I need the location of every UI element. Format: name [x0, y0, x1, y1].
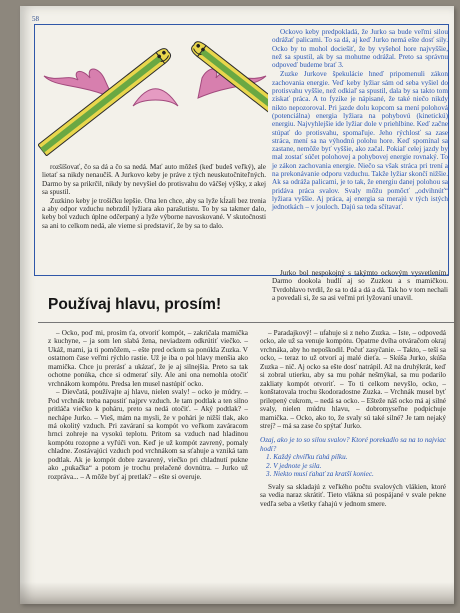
blue-paragraph: Zuzke Jurkove špekulácie hneď pripomenuli zákon zachovania energie. Veď keby lyžiar sám od seba vyšiel do protisvahu vyššie, než odkiaľ sa spustil, dala by sa takto tom získať práca. A to fyzike je nápisané, že také niečo nikdy nikto nepozoroval. Pri jazde dolu kopcom sa mení polohová (potenciálna) energia lyžiara na pohybovú (kinetickú) energiu. Najvyhlejšie ide lyžiar dole v priehlbine. Keď začne stúpať do protisvahu, spomaľuje. Jeho rýchlosť sa zase stráca, mení sa na výhodnú polohu hore. Keď spomínal sa zastane, nemôže byť vyššie, ako začal. Pokiaľ celej jazdy by mal zostať súčet polohovej a pohybovej energie rovnaký. To je zákon zachovania energie. Niečo sa však stráca pri trení a na prekonávanie odporu vzduchu. Takže lyžiar skončí nižšie. Ak sa odráža palicami, je to tak, že energiu danej polohou sa pridáva práca svalov. Svaly môžu pomôcť „odvihnúť“ lyžiara vyššie. Aj práca, aj energia sa merajú v tých istých jednotkách – v jouloch. Dajú sa teda sčítavať.: [272, 70, 448, 212]
paragraph: Jurko bol nespokojný s takýmto ockovým vysvetlením. Darmo dookola hudlí aj so Zuzkou a s mamičkou. Tvrdohlavo tvrdil, že sa to dá a dá a dá. Tak ho v tom nechali a povedali si, že sa asi veľmi pri lyžovaní unavil.: [272, 269, 448, 303]
quiz-option: 1. Každý chvíľku ťahá pílku.: [266, 453, 348, 462]
left-ski: [38, 46, 173, 156]
quiz-option: 2. V jednote je sila.: [266, 461, 322, 470]
skis-illustration: [38, 28, 268, 156]
paragraph: – Paradajkový! – ufahuje si z neho Zuzka. – Iste, – odpovedá ocko, ale už sa venuje kompótu. Opatrne dvíha otváračom okraj vrchnáka, aby ho nepoškodil. Počuť zasyčanie. – Takto, – teší sa ocko, – teraz to už otvorí aj malé dieťa. – Skúša Jurko, skúša Zuzka – nič. Aj ocko sa ešte dosť natrápil. Až na druhýkrát, keď si zobral utierku, aby sa mu pohár nešmýkal, sa mu podarilo zakliaty kompót otvoriť. – To ti celkom nevyšlo, ocko, – konštatovala trochu škodoradostne Zuzka. – Vrchnák musel byť prilepený cukrom, – nedá sa ocko. – Ešteže náš ocko má aj silné svaly, nielen múdru hlavu, – dobromyseľne podpichuje mamička. – Ocko, ako to, že svaly sú také silné? Je tam nejaký strej? – má sa zase čo spýtať Jurko.: [260, 329, 446, 430]
blue-explanation-column: [272, 28, 448, 213]
quiz-options: [260, 453, 446, 478]
paragraph: rozšíšovať, čo sa dá a čo sa nedá. Mať auto môžeš (keď budeš veľký), ale lietať sa nikdy nenaučíš. A Jurkovo keby je práve z tých neuskutočniteľných. Darmo by sa prikrčil, nikdy by nevyšiel do protisvahu do väčšej výšky, z akej sa spustil.: [42, 163, 266, 197]
article-left-column: [48, 329, 248, 481]
article-title: Používaj hlavu, prosím!: [48, 296, 222, 313]
title-divider: [38, 322, 454, 323]
left-upper-column: [42, 163, 266, 230]
page-number: 58: [32, 15, 39, 23]
blue-paragraph: Ockovo keby predpokladá, že Jurko sa bude veľmi silou odrážať palicami. To sa dá, aj keď Jurko nemá ešte dosť sily. Ocko by to mohol dociešiť, že by vyšehol hore najvyššie, než sa spustil, ak by sa mohutne odrážal. Preto sa správnu odpoveď budeme brať 3.: [272, 28, 448, 70]
book-page: [20, 6, 454, 604]
paragraph: – Dievčatá, používajte aj hlavu, nielen svaly! – ocko je múdry. – Pod vrchnák treba napustiť najprv vzduch. Je tam podtlak a ten silno pritláča viečko k poháru, preto sa nedá otočiť. – Aký podtlak? – nechápe Jurko. – Vieš, mám na mysli, že v pohári je nižší tlak, ako má okolitý vzduch. Pri zaváraní sa kompót vo veľkom zaváracom hrnci zohreje na vysokú teplotu. Pritom sa vzduch nad hladinou kompótu rozopne a vyľúči von. Keď je už kompót zavrený, pomaly chladne. Zostávajúci vzduch pod vrchnákom sa sťahuje a vzniká tam podtlak. Ak je kompót dobre zavarený, viečko pri chladnutí pukne ako „pukačka“ a potom je trochu prelačené dovnútra. – Jurko už rozpráva... – A môže byť aj pretlak? – ešte si overuje.: [48, 388, 248, 481]
paragraph: – Ocko, poď mi, prosím ťa, otvoriť kompót, – zakričala mamička z kuchyne, – ja som len slabá žena, neviadzem odkrútiť viečko. – Ukáž, mami, ja ti pomôžem, – ešte pred ockom sa ponúkla Zuzka. V ostatnom čase veľmi rýchlo rastie. Už je iba o pol hlavy menšia ako mamička. Chce ju prerásť a ukázať, že je aj silnejšia. Preto sa tak ochotne ponúka, chce si odmerať sily. Ale ani ona nemohla otočiť vrchnákom kompótu. Predsa len musel nastúpiť ocko.: [48, 329, 248, 388]
paragraph: Svaly sa skladajú z veľkého počtu svalových vlákien, ktoré sa vedia naraz skrátiť. Tieto vlákna sú pospájané v svale pekne vedľa seba a všetky ťahajú v jednom smere.: [260, 482, 446, 508]
quiz-question: Ozaj, ako je to so silou svalov? Ktoré porekadlo sa na to najviac hodí?: [260, 436, 446, 453]
right-upper-black-text: [272, 269, 448, 303]
quiz-option: 3. Niekto musí ťahať za kratší koniec.: [266, 470, 374, 479]
article-right-column: [260, 329, 446, 508]
center-wing: [133, 89, 178, 106]
paragraph: Zuzkino keby je trošičku lepšie. Ona len chce, aby sa lyže kĺzali bez trenia a aby odpor vzduchu nebrzdil lyžiara ako parašutistu. To by sa takmer dalo, keby bol vzduch úplne odčerpaný a lyže výborne navoskované. V skutočnosti sa ani to celkom nedá, ale vieme si predstaviť, že by sa to dalo.: [42, 196, 266, 230]
